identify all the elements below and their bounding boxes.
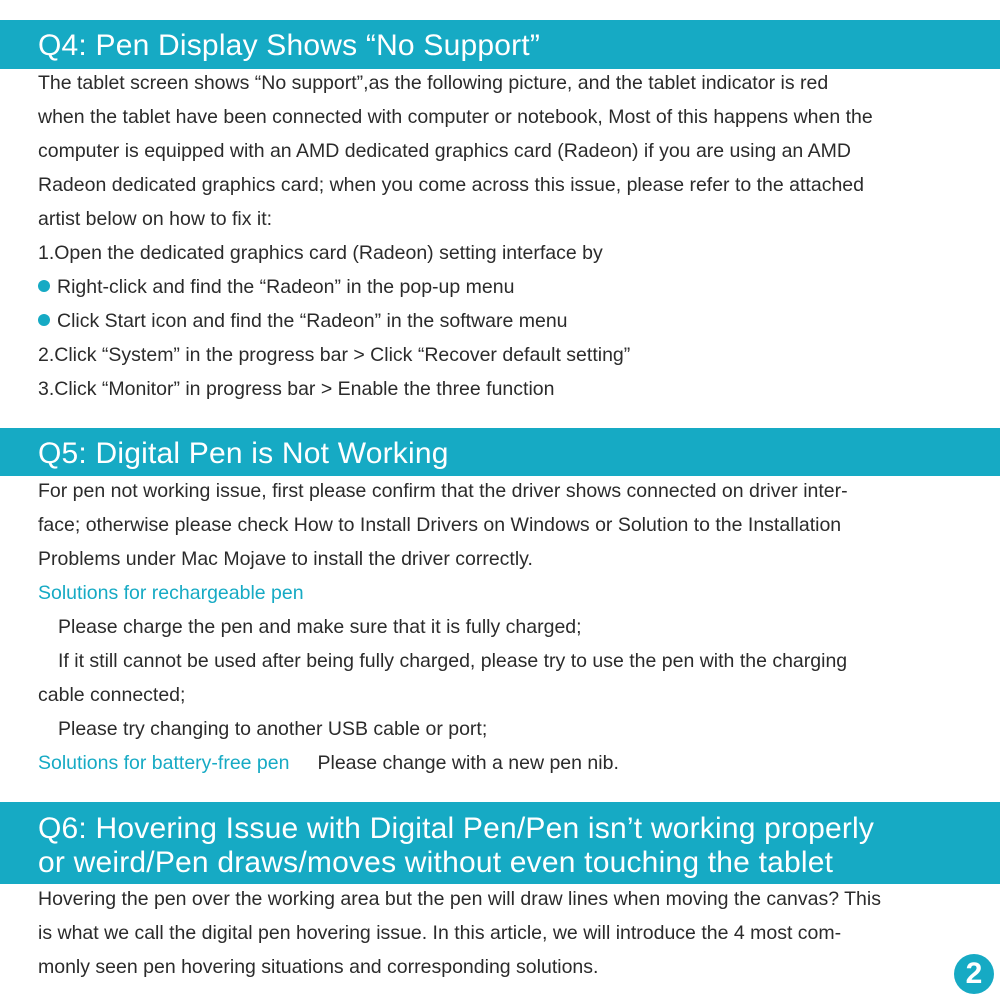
q4-step-1: 1.Open the dedicated graphics card (Radeon) setting interface by — [38, 242, 603, 264]
q4-bullet-2 — [38, 304, 568, 338]
q4-step-3: 3.Click “Monitor” in progress bar > Enable the three function — [38, 378, 555, 400]
q6-line-1: Hovering the pen over the working area but the pen will draw lines when moving the canvas? This — [38, 888, 881, 910]
q5-line-1: For pen not working issue, first please confirm that the driver shows connected on driver inter- — [38, 480, 848, 502]
battery-free-heading: Solutions for battery-free pen — [38, 752, 290, 774]
q4-line-3: computer is equipped with an AMD dedicated graphics card (Radeon) if you are using an AMD — [38, 140, 851, 162]
rechargeable-item-2-cont: cable connected; — [38, 684, 186, 706]
q6-title-line-1: Q6: Hovering Issue with Digital Pen/Pen isn’t working properly — [38, 812, 875, 845]
q4-step-2: 2.Click “System” in the progress bar > Click “Recover default setting” — [38, 344, 631, 366]
q6-title-line-2: or weird/Pen draws/moves without even touching the tablet — [38, 846, 834, 879]
q4-bullet-1 — [38, 270, 514, 304]
page-number-badge: 2 — [954, 954, 994, 994]
q4-line-4: Radeon dedicated graphics card; when you come across this issue, please refer to the attached — [38, 174, 864, 196]
q5-line-3: Problems under Mac Mojave to install the driver correctly. — [38, 548, 533, 570]
q4-bullet-1-text: Right-click and find the “Radeon” in the pop-up menu — [57, 276, 515, 298]
q4-title-banner — [0, 20, 1000, 69]
rechargeable-heading: Solutions for rechargeable pen — [38, 582, 304, 604]
q4-line-2: when the tablet have been connected with computer or notebook, Most of this happens when the — [38, 106, 873, 128]
q4-bullet-2-text: Click Start icon and find the “Radeon” in the software menu — [57, 310, 568, 332]
bullet-dot-icon — [38, 314, 50, 326]
q5-title-banner — [0, 428, 1000, 476]
q6-title-banner — [0, 802, 1000, 884]
q5-title: Q5: Digital Pen is Not Working — [38, 437, 449, 470]
q6-line-3: monly seen pen hovering situations and corresponding solutions. — [38, 956, 599, 978]
bullet-dot-icon — [38, 280, 50, 292]
rechargeable-item-2: If it still cannot be used after being fully charged, please try to use the pen with the charging — [58, 650, 848, 672]
q4-title: Q4: Pen Display Shows “No Support” — [38, 29, 541, 62]
q5-line-2: face; otherwise please check How to Install Drivers on Windows or Solution to the Installation — [38, 514, 842, 536]
q4-line-5: artist below on how to fix it: — [38, 208, 273, 230]
battery-free-row — [38, 746, 619, 780]
battery-free-text: Please change with a new pen nib. — [317, 752, 619, 774]
q4-line-1: The tablet screen shows “No support”,as the following picture, and the tablet indicator is red — [38, 72, 829, 94]
rechargeable-item-3: Please try changing to another USB cable or port; — [58, 718, 488, 740]
q6-line-2: is what we call the digital pen hovering issue. In this article, we will introduce the 4 most com- — [38, 922, 842, 944]
rechargeable-item-1: Please charge the pen and make sure that it is fully charged; — [58, 616, 582, 638]
